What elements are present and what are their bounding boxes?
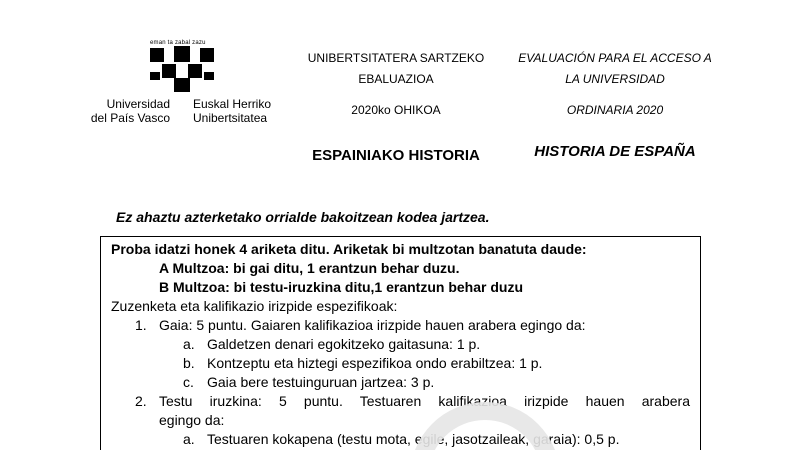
- sub-item-text: Gaia bere testuinguruan jartzea: 3 p.: [207, 374, 435, 390]
- header-eu-line3: 2020ko OHIKOA: [351, 103, 441, 117]
- header-basque: [296, 48, 496, 121]
- sub-item-letter: c.: [183, 374, 194, 390]
- sub-item-letter: b.: [183, 355, 195, 371]
- item-number: 1.: [135, 317, 147, 333]
- sub-item-letter: a.: [183, 431, 195, 447]
- logo-motto: eman ta zabal zazu: [150, 40, 206, 46]
- sub-item-text: Testuaren kokapena (testu mota, egile, jasotzaileak, garaia): 0,5 p.: [207, 431, 620, 447]
- instructions-box: [100, 236, 701, 450]
- university-name-eu: Euskal Herriko Unibertsitatea: [193, 97, 272, 125]
- header-es-line3: ORDINARIA 2020: [566, 103, 664, 117]
- criteria-list: [111, 316, 690, 449]
- code-notice: Ez ahaztu azterketako orrialde bakoitzean kodea jartzea.: [116, 209, 490, 225]
- sub-list: [135, 430, 690, 449]
- header-es-line1: EVALUACIÓN PARA EL ACCESO A: [518, 51, 712, 65]
- university-name-es: Universidad del País Vasco: [90, 97, 170, 125]
- intro-text: Proba idatzi honek 4 ariketa ditu. Ariketak bi multzotan banatuta daude:: [111, 241, 587, 257]
- subject-title-es: HISTORIA DE ESPAÑA: [534, 143, 696, 160]
- subject-title-eu: ESPAINIAKO HISTORIA: [312, 147, 480, 164]
- criteria-heading: Zuzenketa eta kalifikazio irizpide espezifikoak:: [111, 298, 398, 314]
- sub-list: [135, 335, 690, 392]
- sub-list-item: [183, 354, 690, 373]
- sub-item-letter: a.: [183, 336, 195, 352]
- header-es-line2: LA UNIVERSIDAD: [565, 72, 665, 86]
- list-item: [135, 392, 690, 411]
- sub-item-text: Kontzeptu eta hiztegi espezifikoa ondo erabiltzea: 1 p.: [207, 355, 543, 371]
- sub-list-item: [183, 373, 690, 392]
- sub-item-text: Galdetzen denari egokitzeko gaitasuna: 1 p.: [207, 336, 481, 352]
- university-logo-icon: [148, 40, 216, 94]
- group-b-text: B Multzoa: bi testu-iruzkina ditu,1 erantzun behar duzu: [159, 279, 524, 295]
- item-number: 2.: [135, 393, 147, 409]
- item-text: Gaia: 5 puntu. Gaiaren kalifikazioa irizpide hauen arabera egingo da:: [159, 317, 586, 333]
- header-eu-line1: UNIBERTSITATERA SARTZEKO: [307, 51, 485, 65]
- header-eu-line2: EBALUAZIOA: [358, 72, 434, 86]
- list-item: [135, 316, 690, 335]
- sub-list-item: [183, 335, 690, 354]
- item-text-continuation: egingo da:: [159, 412, 225, 428]
- item-text: Testu iruzkina: 5 puntu. Testuaren kalifikazioa irizpide hauen arabera: [159, 393, 690, 409]
- group-a-text: A Multzoa: bi gai ditu, 1 erantzun behar duzu.: [159, 260, 460, 276]
- header-spanish: [510, 48, 720, 121]
